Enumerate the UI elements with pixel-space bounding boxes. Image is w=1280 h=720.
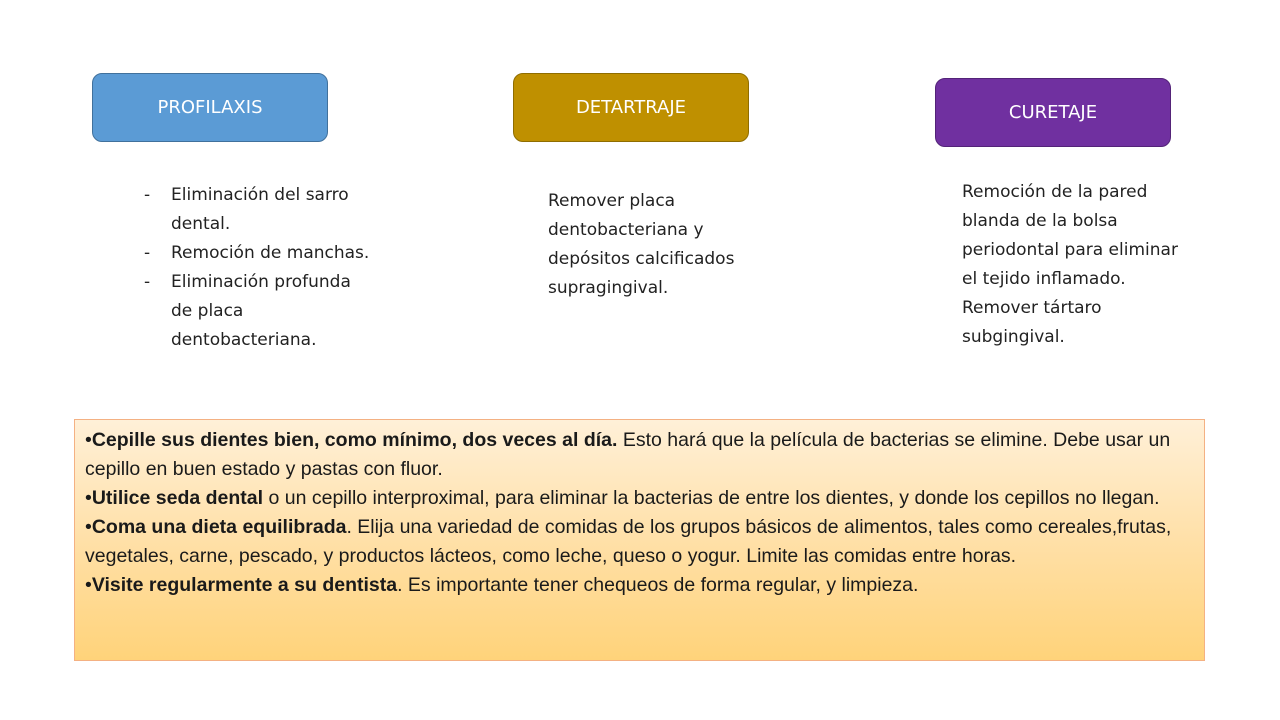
curetaje-box <box>935 78 1171 147</box>
curetaje-description: Remoción de la pared blanda de la bolsa periodontal para eliminar el tejido inflamado. Remover tártaro subgingival. <box>962 182 1178 347</box>
tip-bullet: • <box>85 487 92 509</box>
profilaxis-item: - Remoción de manchas. <box>140 239 370 268</box>
tip-heading: Visite regularmente a su dentista <box>91 574 398 596</box>
tip-bullet: • <box>85 429 92 451</box>
profilaxis-list <box>140 181 370 355</box>
tips-box <box>74 419 1205 661</box>
profilaxis-title: PROFILAXIS <box>157 97 263 118</box>
tip-item <box>85 571 1196 600</box>
tip-bullet: • <box>85 574 92 596</box>
tip-item <box>85 513 1196 571</box>
tip-heading: Utilice seda dental <box>91 487 264 509</box>
tip-text: . Es importante tener chequeos de forma regular, y limpieza. <box>397 574 919 596</box>
detartraje-title: DETARTRAJE <box>575 97 687 118</box>
tip-item <box>85 426 1196 484</box>
curetaje-title: CURETAJE <box>1008 102 1098 123</box>
detartraje-box <box>513 73 749 142</box>
profilaxis-description <box>140 181 370 355</box>
profilaxis-box <box>92 73 328 142</box>
tips-list <box>85 426 1196 600</box>
detartraje-description: Remover placa dentobacteriana y depósitos calcificados supragingival. <box>548 191 735 298</box>
tip-heading: Cepille sus dientes bien, como mínimo, dos veces al día. <box>91 429 618 451</box>
tip-text: o un cepillo interproximal, para eliminar la bacterias de entre los dientes, y donde los cepillos no llegan. <box>263 487 1160 509</box>
tip-text: . Elija una variedad de comidas de los grupos básicos de alimentos, tales como cereales,frutas, vegetales, carne, pescado, y productos lácteos, como leche, queso o yogur. Limite las comidas entre horas. <box>85 516 1172 567</box>
tip-text: Esto hará que la película de bacterias se elimine. Debe usar un cepillo en buen estado y pastas con fluor. <box>85 429 1171 480</box>
tip-item <box>85 484 1196 513</box>
tip-bullet: • <box>85 516 92 538</box>
tip-heading: Coma una dieta equilibrada <box>91 516 347 538</box>
profilaxis-item: - Eliminación profunda de placa dentobacteriana. <box>140 268 370 355</box>
profilaxis-item: - Eliminación del sarro dental. <box>140 181 370 239</box>
